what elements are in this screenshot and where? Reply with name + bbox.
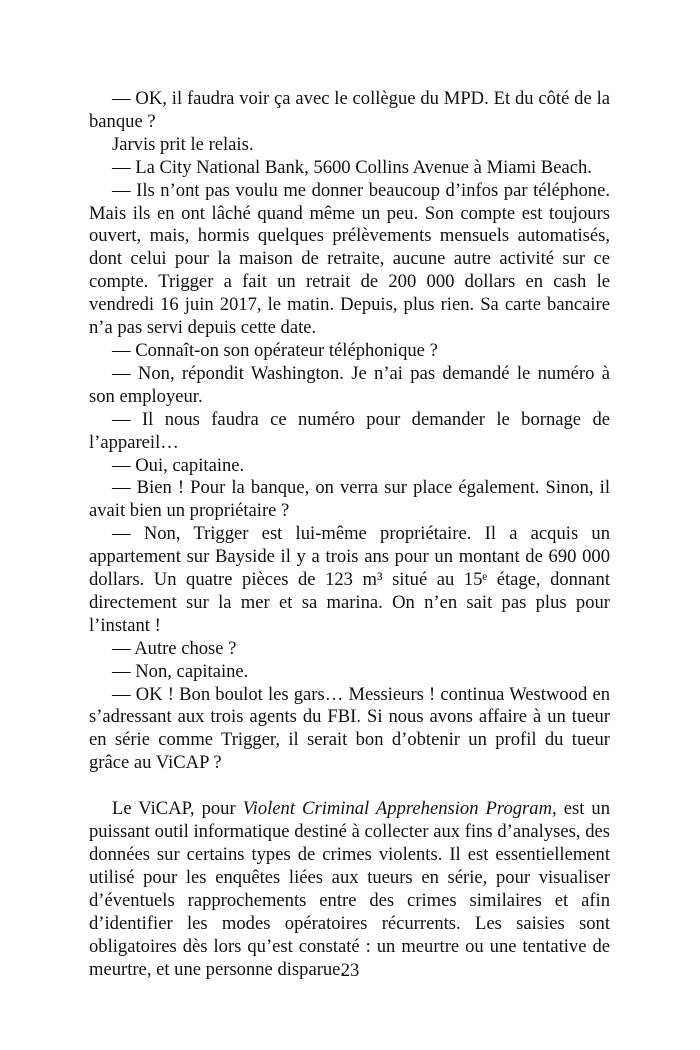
paragraph-1: — OK, il faudra voir ça avec le collègue du MPD. Et du côté de la banque ? xyxy=(89,88,610,132)
paragraph-6: — Non, répondit Washington. Je n’ai pas demandé le numéro à son employeur. xyxy=(89,362,610,407)
vicap-lead: Le ViCAP, pour xyxy=(112,798,243,820)
paragraph-9: — Bien ! Pour la banque, on verra sur place également. Sinon, il avait bien un propriétaire ? xyxy=(89,477,610,522)
paragraph-4: — Ils n’ont pas voulu me donner beaucoup d’infos par téléphone. Mais ils en ont lâché quand même un peu. Son compte est toujours ouvert, mais, hormis quelques prélèvements mensuels automatisés, dont celui pour la maison de retraite, aucune autre activité sur ce compte. Trigger a fait un retrait de 200 000 dollars en cash le vendredi 16 juin 2017, le matin. Depuis, plus rien. Sa carte bancaire n’a pas servi depuis cette date. xyxy=(89,179,610,339)
vicap-rest: , est un puissant outil informatique destiné à collecter aux fins d’analyses, des données sur certains types de crimes violents. Il est essentiellement utilisé pour les enquêtes liées aux tueurs en série, pour visualiser d’éventuels rapprochements entre des crimes similaires et afin d’identifier les modes opératoires récurrents. Les saisies sont obligatoires dès lors qu’est constaté : un meurtre ou une tentative de meurtre, et une personne disparue. xyxy=(89,798,610,980)
paragraph-3: — La City National Bank, 5600 Collins Avenue à Miami Beach. xyxy=(112,156,592,178)
page-text xyxy=(89,88,610,981)
paragraph-10: — Non, Trigger est lui-même propriétaire. Il a acquis un appartement sur Bayside il y a trois ans pour un montant de 690 000 dollars. Un quatre pièces de 123 m³ situé au 15ᵉ étage, donnant directement sur la mer et sa marina. On n’en sait pas plus pour l’instant ! xyxy=(89,523,610,636)
paragraph-5: — Connaît-on son opérateur téléphonique ? xyxy=(112,339,438,361)
paragraph-8: — Oui, capitaine. xyxy=(112,454,245,476)
paragraph-12: — Non, capitaine. xyxy=(112,660,249,682)
paragraph-7: — Il nous faudra ce numéro pour demander le bornage de l’appareil… xyxy=(89,408,610,453)
paragraph-2: Jarvis prit le relais. xyxy=(112,133,254,155)
paragraph-11: — Autre chose ? xyxy=(112,637,237,659)
page-number: 23 xyxy=(340,960,360,981)
paragraph-13: — OK ! Bon boulot les gars… Messieurs ! continua Westwood en s’adressant aux trois agents du FBI. Si nous avons affaire à un tueur en série comme Trigger, il serait bon d’obtenir un profil du tueur grâce au ViCAP ? xyxy=(89,683,610,774)
vicap-program-name: Violent Criminal Apprehension Program xyxy=(242,798,553,820)
vicap-paragraph xyxy=(89,798,610,981)
